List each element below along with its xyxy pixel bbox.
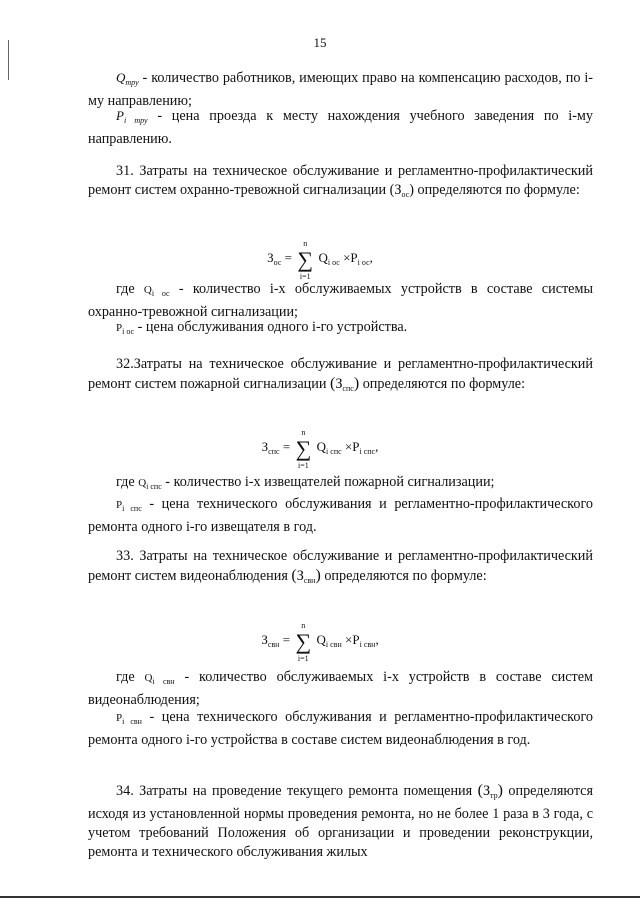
q-tru-symbol: $Q_{тру}$ — [116, 70, 139, 87]
scan-bottom-edge — [0, 896, 640, 898]
formula-33: $З_{свн}$ = n ∑ i=1 $Q_{i свн} \times P_{i свн}$, — [261, 620, 379, 663]
sum-sign: n ∑ i=1 — [297, 238, 314, 281]
sum-sign: n ∑ i=1 — [295, 427, 312, 470]
s34-symbol: $З_{тр}$ — [482, 783, 498, 800]
q-tru-definition: $Q_{тру}$ - количество работников, имеющих право на компенсацию расходов, по i-му направлению; — [88, 70, 593, 109]
sum-sign: n ∑ i=1 — [295, 620, 312, 663]
section-32-paragraph: 32.Затраты на техническое обслуживание и регламентно-профилактический ремонт систем пожарной сигнализации $(З_{спс})$ определяются по формуле: — [88, 356, 593, 393]
s32-q-definition: где $Q_{i спс}$ - количество i-х извещателей пожарной сигнализации; — [116, 474, 495, 491]
s33-symbol: $З_{свн}$ — [296, 568, 316, 585]
formula-32: $З_{спс}$ = n ∑ i=1 $Q_{i спс} \times P_{i спс}$, — [261, 427, 379, 470]
s31-symbol: $З_{ос}$ — [394, 182, 410, 199]
section-34-paragraph: 34. Затраты на проведение текущего ремонта помещения $(З_{тр})$ определяются исходя из установленной нормы проведения ремонта, но не более 1 раза в 3 года, с учетом требований Положения об организации и проведении реконструкции, ремонта и технического обслуживания жилых — [88, 782, 594, 860]
formula-31: $З_{ос}$ = n ∑ i=1 $Q_{i ос} \times P_{i ос}$, — [267, 238, 373, 281]
s31-p-definition: $P_{i ос}$ - цена обслуживания одного i-го устройства. — [116, 319, 408, 336]
page-number: 15 — [313, 35, 327, 50]
s32-p-definition: $P_{i спс}$ - цена технического обслуживания и регламентно-профилактического ремонта одного i-го извещателя в год. — [88, 496, 594, 535]
p-tru-definition: $P_{i тру}$ - цена проезда к месту нахождения учебного заведения по i-му направлению. — [88, 108, 594, 147]
s33-q-definition: где $Q_{i свн}$ - количество обслуживаемых i-х устройств в составе систем видеонаблюдения; — [88, 669, 594, 708]
p-tru-symbol: $P_{i тру}$ — [116, 108, 148, 125]
s33-p-definition: $P_{i свн}$ - цена технического обслуживания и регламентно-профилактического ремонта одного i-го устройства в составе систем видеонаблюдения в год. — [88, 709, 593, 748]
s31-q-definition: где $Q_{i ос}$ - количество i-х обслуживаемых устройств в составе системы охранно-тревожной сигнализации; — [88, 281, 593, 320]
section-31-paragraph: 31. Затраты на техническое обслуживание и регламентно-профилактический ремонт систем охранно-тревожной сигнализации $(З_{ос})$ определяются по формуле: — [88, 163, 593, 199]
section-33-paragraph: 33. Затраты на техническое обслуживание и регламентно-профилактический ремонт систем видеонаблюдения $(З_{свн})$ определяются по формуле: — [88, 548, 593, 585]
s32-symbol: $З_{спс}$ — [335, 376, 354, 393]
